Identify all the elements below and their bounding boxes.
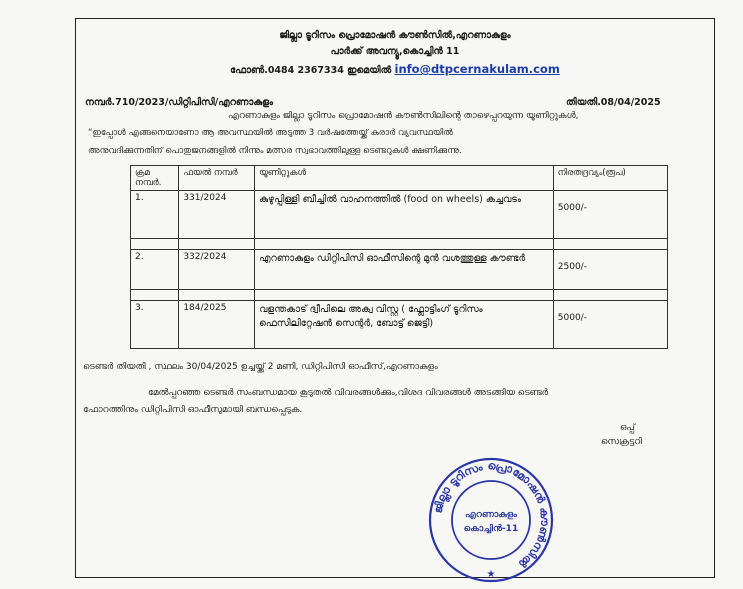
row-deposit [553,301,667,349]
seal-inner-line-2: കൊച്ചിൻ-11 [463,524,519,534]
row-deposit [553,191,667,239]
row-sl: 1. [131,191,179,239]
row-file: 184/2025 [179,301,255,349]
org-address: പാർക്ക് അവന്യൂ,കൊച്ചിൻ 11 [330,46,460,57]
info-line-1: മേൽപ്പറഞ്ഞ ടെണ്ടർ സംബന്ധമായ കൂടുതൽ വിവരങ്ങൾക്കും,വിശദ വിവരങ്ങൾ അടങ്ങിയ ടെണ്ടർ [148,388,548,398]
contact-line [75,62,715,76]
seal-inner-line-1: എറണാകുളം [465,510,517,520]
row-item: വളന്തകാട് ദ്വീപിലെ അക്വ വിസ്റ്റ ( ഫ്ലോട്ടിംഗ് ടൂറിസം ഫെസിലിറ്റേഷൻ സെന്റർ, ബോട്ട് ജെട്ടി) [255,301,554,349]
reference-number: നമ്പർ.710/2023/ഡിറ്റിപിസി/എറണാകുളം [85,97,274,108]
deposit-value: 2500/- [557,262,587,272]
table-spacer [131,239,668,250]
row-file: 331/2024 [179,191,255,239]
seal-outer-ring [430,459,552,581]
seal-outer-text: ജില്ലാ ടൂറിസം പ്രൊമോഷൻ കൗൺസിൽ [431,458,552,570]
table-header-row [131,166,668,191]
intro-line: എറണാകുളം ജില്ലാ ടൂറിസം പ്രൊമോഷൻ കൗൺസിലിന്റെ താഴെപ്പറയുന്ന യൂണിറ്റുകൾ, [228,111,579,121]
tender-table [130,165,668,349]
header-file-no: ഫയൽ നമ്പർ [179,166,255,191]
designation: സെക്രട്ടറി [601,437,642,447]
phone-text: ഫോൺ.0484 2367334 ഇമെയിൽ [230,65,392,76]
table-spacer [131,290,668,301]
seal-inner-ring [452,481,530,559]
body-line-2: “ഇപ്പോൾ എങ്ങനെയാണോ ആ അവസ്ഥയിൽ അടുത്ത 3 വർഷത്തേയ്ക്ക് കരാർ വ്യവസ്ഥയിൽ [88,128,453,138]
org-name: ജില്ലാ ടൂറിസം പ്രൊമോഷൻ കൗൺസിൽ,എറണാകുളം [279,30,511,41]
deposit-value: 5000/- [557,203,587,213]
row-sl: 3. [131,301,179,349]
table-row [131,250,668,290]
row-item: കുഴുപ്പിള്ളി ബീച്ചിൽ വാഹനത്തിൽ (food on wheels) കച്ചവടം [255,191,554,239]
table-row [131,301,668,349]
row-deposit [553,250,667,290]
row-sl: 2. [131,250,179,290]
row-file: 332/2024 [179,250,255,290]
header-sl-no: ക്രമ നമ്പർ. [131,166,179,191]
row-item: എറണാകുളം ഡിറ്റിപിസി ഓഫീസിന്റെ മുൻ വശത്തുള്ള കൗണ്ടർ [255,250,554,290]
header-units: യൂണിറ്റുകൾ [255,166,554,191]
letter-date: തിയതി.08/04/2025 [566,97,661,108]
header-deposit: നിരതദ്രവ്യം(രൂപ) [553,166,667,191]
info-line-2: ഫോറത്തിനും ഡിറ്റിപിസി ഓഫീസുമായി ബന്ധപ്പെടുക. [83,405,303,415]
table-row [131,191,668,239]
body-line-3: അനുവദിക്കുന്നതിന് പൊതുജനങ്ങളിൽ നിന്നും മത്സര സ്വഭാവത്തിലുള്ള ടെണ്ടറുകൾ ക്ഷണിക്കുന്നു. [88,146,462,156]
deposit-value: 5000/- [557,313,587,323]
office-seal [425,455,557,585]
seal-star-icon: ★ [486,569,496,580]
email-link[interactable]: info@dtpcernakulam.com [394,62,560,76]
tender-date-line: ടെണ്ടർ തിയതി , സ്ഥലം 30/04/2025 ഉച്ചയ്ക്ക് 2 മണി, ഡിറ്റിപിസി ഓഫീസ്,എറണാകുളം [83,362,438,372]
sign-label: ഒപ്പ് [620,423,635,433]
